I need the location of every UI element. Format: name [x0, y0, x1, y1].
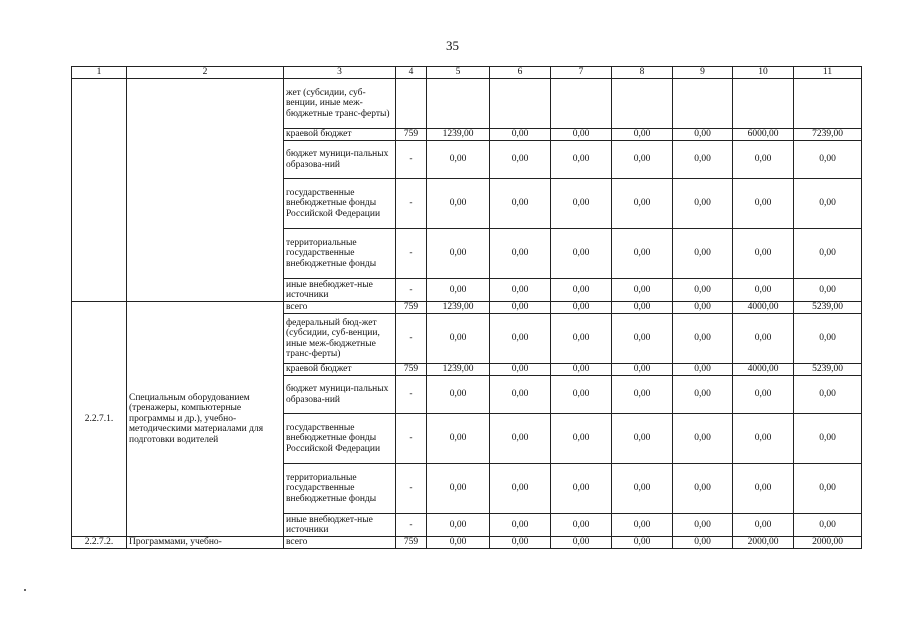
executor-code-cell: -: [396, 514, 427, 537]
executor-code-cell: -: [396, 464, 427, 514]
amount-cell: 2000,00: [794, 537, 862, 549]
amount-cell: 0,00: [794, 179, 862, 229]
column-header: 5: [427, 67, 490, 79]
executor-code-cell: 759: [396, 537, 427, 549]
amount-cell: 0,00: [794, 314, 862, 364]
amount-cell: 0,00: [612, 129, 673, 141]
amount-cell: 0,00: [673, 302, 733, 314]
scan-speck: [24, 589, 26, 591]
funding-source-cell: бюджет муници-пальных образова-ний: [284, 141, 396, 179]
funding-source-cell: всего: [284, 302, 396, 314]
amount-cell: 0,00: [612, 314, 673, 364]
amount-cell: 6000,00: [733, 129, 794, 141]
amount-cell: 0,00: [794, 464, 862, 514]
column-header: 7: [551, 67, 612, 79]
amount-cell: 0,00: [612, 229, 673, 279]
amount-cell: [733, 79, 794, 129]
amount-cell: 0,00: [612, 141, 673, 179]
item-name-cell: [127, 79, 284, 302]
amount-cell: 0,00: [427, 414, 490, 464]
amount-cell: [427, 79, 490, 129]
amount-cell: 0,00: [427, 464, 490, 514]
amount-cell: 0,00: [673, 464, 733, 514]
amount-cell: 0,00: [490, 279, 551, 302]
amount-cell: 0,00: [551, 464, 612, 514]
amount-cell: 0,00: [733, 279, 794, 302]
item-code-cell: 2.2.7.1.: [72, 302, 127, 537]
funding-source-cell: федеральный бюд-жет (субсидии, суб-венции, иные меж-бюджетные транс-ферты): [284, 314, 396, 364]
funding-source-cell: иные внебюджет-ные источники: [284, 514, 396, 537]
amount-cell: 0,00: [427, 376, 490, 414]
amount-cell: 0,00: [490, 229, 551, 279]
amount-cell: 1239,00: [427, 129, 490, 141]
amount-cell: [551, 79, 612, 129]
amount-cell: 0,00: [490, 302, 551, 314]
amount-cell: 0,00: [427, 141, 490, 179]
amount-cell: 0,00: [551, 229, 612, 279]
amount-cell: 0,00: [551, 279, 612, 302]
amount-cell: 0,00: [427, 279, 490, 302]
amount-cell: 0,00: [673, 364, 733, 376]
amount-cell: 0,00: [733, 229, 794, 279]
amount-cell: 0,00: [733, 464, 794, 514]
amount-cell: 1239,00: [427, 302, 490, 314]
amount-cell: 0,00: [733, 414, 794, 464]
amount-cell: 0,00: [490, 129, 551, 141]
column-header: 3: [284, 67, 396, 79]
amount-cell: 0,00: [794, 229, 862, 279]
executor-code-cell: -: [396, 141, 427, 179]
amount-cell: 0,00: [673, 376, 733, 414]
column-header: 8: [612, 67, 673, 79]
amount-cell: 0,00: [490, 141, 551, 179]
executor-code-cell: -: [396, 414, 427, 464]
amount-cell: 0,00: [427, 514, 490, 537]
column-header: 11: [794, 67, 862, 79]
amount-cell: 0,00: [427, 537, 490, 549]
amount-cell: 0,00: [673, 414, 733, 464]
amount-cell: [612, 79, 673, 129]
item-name-cell: Программами, учебно-: [127, 537, 284, 549]
amount-cell: 0,00: [490, 537, 551, 549]
amount-cell: 0,00: [733, 376, 794, 414]
column-header: 1: [72, 67, 127, 79]
column-header: 6: [490, 67, 551, 79]
executor-code-cell: -: [396, 376, 427, 414]
executor-code-cell: -: [396, 279, 427, 302]
amount-cell: 5239,00: [794, 364, 862, 376]
amount-cell: 0,00: [673, 279, 733, 302]
amount-cell: 0,00: [794, 414, 862, 464]
executor-code-cell: -: [396, 314, 427, 364]
executor-code-cell: [396, 79, 427, 129]
amount-cell: [673, 79, 733, 129]
amount-cell: [794, 79, 862, 129]
amount-cell: 0,00: [673, 314, 733, 364]
amount-cell: 0,00: [673, 537, 733, 549]
item-name-cell: Специальным оборудованием (тренажеры, компьютерные программы и др.), учебно-методическими материалами для подготовки водителей: [127, 302, 284, 537]
amount-cell: 0,00: [551, 129, 612, 141]
amount-cell: 0,00: [490, 514, 551, 537]
amount-cell: 0,00: [551, 179, 612, 229]
amount-cell: 0,00: [673, 229, 733, 279]
amount-cell: 0,00: [490, 179, 551, 229]
column-header: 4: [396, 67, 427, 79]
funding-source-cell: территориальные государственные внебюджетные фонды: [284, 464, 396, 514]
amount-cell: 0,00: [673, 129, 733, 141]
amount-cell: 0,00: [612, 464, 673, 514]
amount-cell: 0,00: [551, 141, 612, 179]
amount-cell: 0,00: [733, 314, 794, 364]
amount-cell: 0,00: [490, 364, 551, 376]
funding-source-cell: иные внебюджет-ные источники: [284, 279, 396, 302]
funding-source-cell: краевой бюджет: [284, 129, 396, 141]
amount-cell: 0,00: [673, 141, 733, 179]
amount-cell: 0,00: [612, 302, 673, 314]
amount-cell: 0,00: [733, 514, 794, 537]
funding-source-cell: всего: [284, 537, 396, 549]
item-code-cell: [72, 79, 127, 302]
funding-source-cell: государственные внебюджетные фонды Российской Федерации: [284, 179, 396, 229]
funding-source-cell: жет (субсидии, суб-венции, иные меж-бюджетные транс-ферты): [284, 79, 396, 129]
amount-cell: 0,00: [490, 414, 551, 464]
table-row: [72, 537, 862, 549]
amount-cell: 0,00: [427, 314, 490, 364]
funding-source-cell: краевой бюджет: [284, 364, 396, 376]
executor-code-cell: -: [396, 179, 427, 229]
amount-cell: 0,00: [551, 414, 612, 464]
amount-cell: 1239,00: [427, 364, 490, 376]
budget-table: [71, 66, 862, 549]
amount-cell: 0,00: [794, 141, 862, 179]
amount-cell: 4000,00: [733, 364, 794, 376]
amount-cell: 0,00: [490, 376, 551, 414]
amount-cell: 0,00: [551, 302, 612, 314]
table-row: [72, 302, 862, 314]
item-code-cell: 2.2.7.2.: [72, 537, 127, 549]
amount-cell: 0,00: [427, 229, 490, 279]
amount-cell: 0,00: [490, 464, 551, 514]
table-row: [72, 79, 862, 129]
amount-cell: 7239,00: [794, 129, 862, 141]
amount-cell: 0,00: [733, 179, 794, 229]
column-header: 2: [127, 67, 284, 79]
amount-cell: 0,00: [551, 514, 612, 537]
amount-cell: 0,00: [733, 141, 794, 179]
funding-source-cell: территориальные государственные внебюджетные фонды: [284, 229, 396, 279]
amount-cell: 0,00: [612, 364, 673, 376]
executor-code-cell: 759: [396, 364, 427, 376]
executor-code-cell: 759: [396, 129, 427, 141]
amount-cell: 2000,00: [733, 537, 794, 549]
amount-cell: 0,00: [551, 376, 612, 414]
amount-cell: 0,00: [794, 376, 862, 414]
executor-code-cell: 759: [396, 302, 427, 314]
column-header: 10: [733, 67, 794, 79]
amount-cell: 0,00: [551, 537, 612, 549]
page-number: 35: [446, 38, 459, 53]
amount-cell: 0,00: [427, 179, 490, 229]
amount-cell: 0,00: [612, 537, 673, 549]
amount-cell: 0,00: [490, 314, 551, 364]
amount-cell: 0,00: [551, 364, 612, 376]
column-number-row: [72, 67, 862, 79]
column-header: 9: [673, 67, 733, 79]
amount-cell: 0,00: [612, 279, 673, 302]
amount-cell: 0,00: [794, 279, 862, 302]
amount-cell: 4000,00: [733, 302, 794, 314]
funding-source-cell: бюджет муници-пальных образова-ний: [284, 376, 396, 414]
amount-cell: 0,00: [673, 179, 733, 229]
amount-cell: 0,00: [612, 514, 673, 537]
amount-cell: 0,00: [794, 514, 862, 537]
amount-cell: 0,00: [673, 514, 733, 537]
executor-code-cell: -: [396, 229, 427, 279]
amount-cell: 0,00: [612, 414, 673, 464]
amount-cell: [490, 79, 551, 129]
amount-cell: 5239,00: [794, 302, 862, 314]
funding-source-cell: государственные внебюджетные фонды Российской Федерации: [284, 414, 396, 464]
amount-cell: 0,00: [612, 376, 673, 414]
amount-cell: 0,00: [551, 314, 612, 364]
amount-cell: 0,00: [612, 179, 673, 229]
